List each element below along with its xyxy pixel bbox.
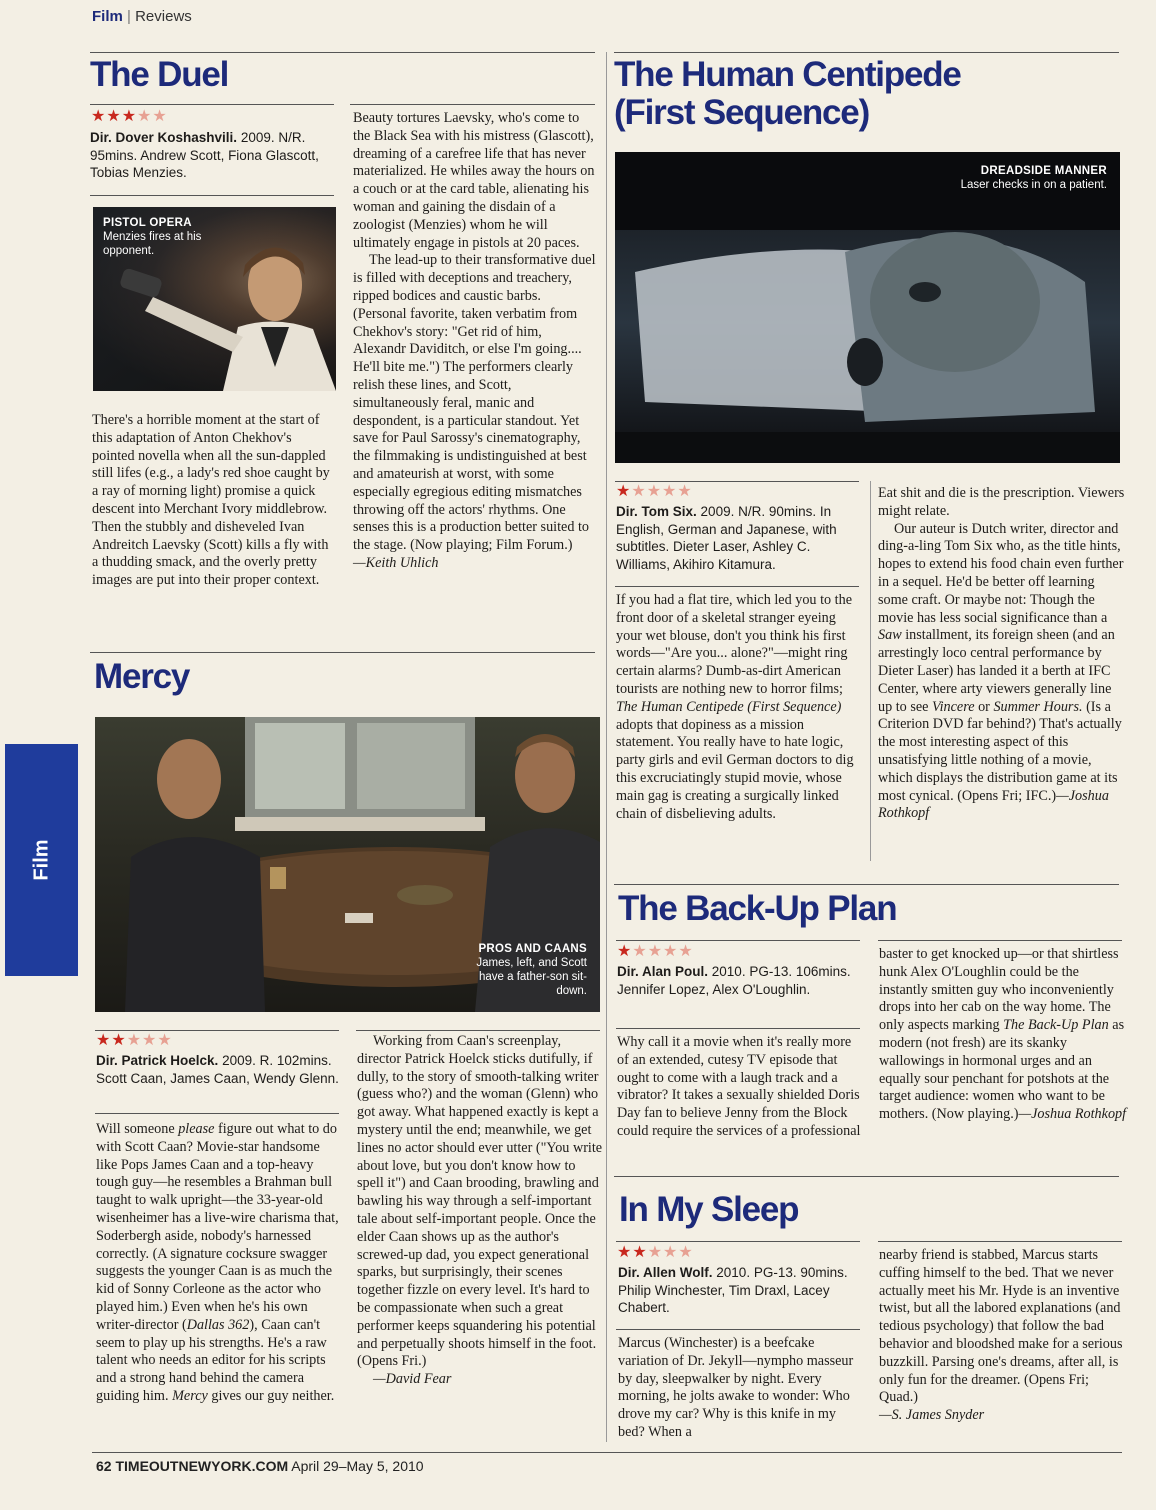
- star-empty-icon: ★: [631, 481, 647, 500]
- site-name: TIMEOUTNEWYORK.COM: [115, 1458, 289, 1474]
- star-rating: [616, 482, 693, 500]
- review-title-line2: (First Sequence): [614, 93, 870, 132]
- star-empty-icon: ★: [126, 1030, 143, 1049]
- text-run: baster to get knocked up—or that shirtless hunk Alex O'Loughlin could be the instantly smitten guy who inconveniently drops into her cab on the way home. The only aspects marking: [879, 946, 1119, 1034]
- caption-head: DREADSIDE MANNER: [980, 165, 1107, 177]
- section-rule: [90, 652, 595, 653]
- paragraph: The lead-up to their transformative duel is filled with deceptions and treachery, ripped bodices and caustic barbs. (Personal favorite, taken verbatim from Chekhov's story: "Get rid of him, Alexandr Daviditch, or else I'm going.... He'll bite me.") The performers clearly relish these lines, and Scott, simultaneously feral, manic and despondent, is a particular standout. Yet save for Paul Sarossy's cinematography, the filmmaking is undistinguished at best and amateurish at worst, with some especially egregious editing mismatches throwing off the actors' rhythms. One senses this is a production better suited to the stage. (Now playing; Film Forum.): [353, 252, 596, 554]
- review-body-col1: [92, 412, 336, 590]
- star-rating: [617, 1243, 694, 1261]
- footer-rule: [92, 1452, 1122, 1453]
- film-title-ref: The Back-Up Plan: [1003, 1017, 1109, 1034]
- caption-head: PISTOL OPERA: [103, 217, 192, 229]
- text-run: Will someone: [96, 1121, 179, 1137]
- paragraph: [96, 1121, 344, 1406]
- byline: —David Fear: [373, 1371, 452, 1388]
- review-body-col2: [879, 1247, 1127, 1425]
- section-rule: [614, 884, 1119, 885]
- centipede-still-photo: [615, 152, 1120, 463]
- star-empty-icon: ★: [152, 106, 168, 125]
- page-footer: [96, 1458, 424, 1474]
- paragraph: Why call it a movie when it's really more of an extended, cutesy TV episode that ought to come with a laugh track and a vibrator? It takes a sexually shielded Doris Day fan to believe Jenny from the Block could require the services of a professional: [617, 1034, 861, 1139]
- photo-caption: [103, 216, 243, 258]
- subsection-name: Reviews: [135, 8, 192, 25]
- director-label: Dir. Allen Wolf.: [618, 1265, 713, 1280]
- star-empty-icon: ★: [647, 1242, 664, 1261]
- star-empty-icon: ★: [663, 1242, 679, 1261]
- centipede-still-illustration: [615, 152, 1120, 463]
- film-details: 2009. R. 102mins. Scott Caan, James Caan, Wendy Glenn.: [96, 1053, 339, 1086]
- section-rule: [614, 1176, 1119, 1177]
- review-title: The Duel: [90, 55, 229, 94]
- header-separator: |: [127, 8, 131, 25]
- film-title-ref: Dallas 362: [186, 1316, 250, 1333]
- star-filled-icon: ★: [91, 106, 107, 125]
- review-credits: [96, 1052, 341, 1087]
- column-divider: [870, 481, 871, 861]
- byline: —Joshua Rothkopf: [878, 787, 1109, 822]
- review-body-col1: [618, 1335, 866, 1442]
- text-run: Our auteur is Dutch writer, director and ding-a-ling Tom Six who, as the title hints, hopes to extend his food chain even further in a sequel. He'd be better off learning some craft. Or maybe not: Though the movie has less social significance than a: [878, 520, 1124, 626]
- star-empty-icon: ★: [663, 941, 679, 960]
- paragraph: Working from Caan's screenplay, director Patrick Hoelck sticks dutifully, if dully, to the story of smooth-talking writer (guess who?) and the woman (Glenn) who got away. What happened exactly is kept a mystery until the end; meanwhile, we get lines no actor should ever utter ("You write about love, but you don't know how to spell it") and Caan brooding, brawling and bawling his way through a self-important tale about self-important people. Once the elder Caan shows up as the author's screwed-up dad, you expect generational sparks, but surprisingly, their scenes together fizzle on every level. It's hard to be compassionate when such a great performer keeps squandering his potential and perpetually shoots himself in the foot. (Opens Fri.): [357, 1033, 603, 1370]
- film-details: 2009. N/R. 95mins. Andrew Scott, Fiona Glascott, Tobias Menzies.: [90, 130, 319, 180]
- top-rule-left: [90, 52, 595, 53]
- photo-caption: [455, 942, 587, 998]
- emphasis: please: [178, 1121, 215, 1137]
- review-body-col2: [357, 1033, 603, 1389]
- text-run: or: [974, 698, 994, 715]
- film-title-ref: Vincere: [931, 698, 975, 715]
- review-title: In My Sleep: [619, 1190, 799, 1229]
- star-empty-icon: ★: [632, 941, 648, 960]
- star-empty-icon: ★: [157, 1030, 173, 1049]
- mercy-still-photo: [95, 717, 600, 1012]
- star-empty-icon: ★: [142, 1030, 158, 1049]
- text-run: figure out what to do with Scott Caan? Movie-star handsome like Pops James Caan and a top-heavy tough guy—he resembles a Brahman bull taught to walk upright—the 33-year-old wisenheimer has a live-wire charisma that, Soderbergh aside, nobody's harnessed correctly. (A signature cocksure swagger suggests the younger Caan is as much the kid of Sonny Corleone as the actor who played him.) Even when he's his own writer-director (: [96, 1121, 339, 1333]
- star-filled-icon: ★: [96, 1030, 112, 1049]
- center-divider: [606, 52, 607, 1442]
- credits-rule: [615, 586, 859, 587]
- film-title-ref: Mercy: [172, 1387, 208, 1404]
- star-rating: [617, 942, 694, 960]
- issue-dates: April 29–May 5, 2010: [291, 1458, 424, 1474]
- review-body-col1: [617, 1034, 865, 1141]
- col2-rule: [878, 940, 1122, 941]
- text-run: gives our guy neither.: [207, 1387, 335, 1404]
- review-credits: [617, 963, 862, 998]
- film-side-tab: [5, 744, 78, 976]
- film-title-ref: Saw: [878, 627, 902, 644]
- credits-rule: [95, 1113, 339, 1114]
- duel-still-photo: [93, 207, 336, 391]
- film-title-ref: Summer Hours.: [993, 698, 1083, 715]
- text-run: If you had a flat tire, which led you to the front door of a skeletal stranger eyeing your wet blouse, don't you think his first words—"Are you... alone?"—might ring certain alarms? Dumb-as-dirt American tourists are nothing new to horror films;: [616, 592, 852, 697]
- page-number: 62: [96, 1458, 112, 1474]
- paragraph: [878, 521, 1126, 824]
- top-rule-right: [614, 52, 1119, 53]
- star-empty-icon: ★: [647, 941, 664, 960]
- byline: —Joshua Rothkopf: [1018, 1106, 1127, 1123]
- film-details: 2010. PG-13. 90mins. Philip Winchester, Tim Draxl, Lacey Chabert.: [618, 1265, 848, 1315]
- text-run: adopts that dopiness as a mission statement. You really have to hate logic, party girls and evil German doctors to dig this excruciatingly stupid movie, whose main gag is creating a surgically linked chain of disbelieving adults.: [616, 716, 854, 822]
- star-filled-icon: ★: [617, 941, 633, 960]
- director-label: Dir. Tom Six.: [616, 504, 697, 519]
- star-filled-icon: ★: [617, 1242, 633, 1261]
- caption-head: PROS AND CAANS: [478, 943, 587, 955]
- star-empty-icon: ★: [678, 1242, 694, 1261]
- col2-rule: [356, 1030, 600, 1031]
- review-body-col1: [616, 592, 864, 823]
- film-details: 2009. N/R. 90mins. In English, German and Japanese, with subtitles. Dieter Laser, Ashley C. Williams, Akihiro Kitamura.: [616, 504, 837, 572]
- star-empty-icon: ★: [662, 481, 678, 500]
- review-title-line1: The Human Centipede: [614, 55, 961, 94]
- star-empty-icon: ★: [137, 106, 153, 125]
- photo-caption: [945, 164, 1107, 192]
- review-body-col2: [353, 110, 596, 573]
- paragraph: Eat shit and die is the prescription. Viewers might relate.: [878, 485, 1125, 519]
- caption-text: Menzies fires at his opponent.: [103, 231, 202, 257]
- byline: —Keith Uhlich: [353, 554, 439, 571]
- caption-text: James, left, and Scott have a father-son sit-down.: [476, 957, 587, 997]
- star-filled-icon: ★: [106, 106, 122, 125]
- byline: —S. James Snyder: [879, 1407, 985, 1424]
- star-empty-icon: ★: [646, 481, 663, 500]
- paragraph: Marcus (Winchester) is a beefcake variation of Dr. Jekyll—nympho masseur by day, sleepwalker by night. Every morning, he jolts awake to wonder: Who drove my car? Why is this knife in my bed? When a: [618, 1335, 854, 1440]
- review-credits: [90, 129, 335, 182]
- text-run: installment, its foreign sheen (and an arrestingly loco central performance by Dieter Laser) has landed it a berth at IFC Center, where arty viewers generally line up to see: [878, 627, 1115, 715]
- review-title: Mercy: [94, 657, 190, 696]
- review-body-col1: [96, 1121, 344, 1406]
- paragraph: [616, 592, 864, 823]
- film-details: 2010. PG-13. 106mins. Jennifer Lopez, Alex O'Loughlin.: [617, 964, 851, 997]
- star-rating: [96, 1031, 173, 1049]
- star-filled-icon: ★: [616, 481, 632, 500]
- review-credits: [616, 503, 866, 573]
- paragraph: [879, 946, 1127, 1124]
- title-rule: [90, 104, 334, 105]
- star-filled-icon: ★: [111, 1030, 127, 1049]
- star-filled-icon: ★: [121, 106, 138, 125]
- review-body-col2: [878, 485, 1126, 823]
- film-title-ref: The Human Centipede (First Sequence): [616, 698, 842, 715]
- col2-rule: [350, 104, 595, 105]
- text-run: (Is a Criterion DVD far behind?) That's actually the most interesting aspect of this unsatisfying little nothing of a movie, which displays the distribution game at its most cynical. (Opens Fri; IFC.): [878, 698, 1122, 804]
- director-label: Dir. Alan Poul.: [617, 964, 709, 979]
- paragraph: Beauty tortures Laevsky, who's come to the Black Sea with his mistress (Glascott), dreaming of a carefree life that has never materialized. He whiles away the hours on a couch or at the card table, alienating his woman and gaining the disdain of a zoologist (Menzies) whom he will ultimately engage in pistols at 20 paces.: [353, 110, 595, 251]
- section-name: Film: [92, 8, 123, 25]
- review-body-col2: [879, 946, 1127, 1124]
- review-title: The Back-Up Plan: [618, 889, 897, 928]
- director-label: Dir. Dover Koshashvili.: [90, 130, 238, 145]
- text-run: as modern (not fresh) are its skanky wallowings in hormonal urges and an equally sour penchant for potshots at the target audience: women who want to be mothers. (Now playing.): [879, 1017, 1125, 1123]
- paragraph: nearby friend is stabbed, Marcus starts cuffing himself to the bed. That we never actually meet his Mr. Hyde is an inventive twist, but all the labored explanations (and tedious psychology) that follow the bad behavior and bloodshed make for a serious buzzkill. Parsing one's dreams, after all, is only fun for the dreamer. (Opens Fri; Quad.): [879, 1247, 1123, 1406]
- text-run: ), Caan can't seem to play up his strengths. He's a raw talent who needs an editor for his scripts and a strong hand behind the camera guiding him.: [96, 1316, 327, 1404]
- credits-rule: [616, 1329, 860, 1330]
- star-filled-icon: ★: [632, 1242, 648, 1261]
- star-rating: [91, 107, 168, 125]
- paragraph: There's a horrible moment at the start of this adaptation of Anton Chekhov's pointed novella when all the sun-dappled still lifes (e.g., a lady's red shoe caught by a ray of morning light) promise a quick descent into Merchant Ivory middlebrow. Then the stubbly and disheveled Ivan Andreitch Laevsky (Scott) kills a fly with a thudding smack, and the overly pretty images are put into their proper context.: [92, 412, 330, 589]
- side-tab-label: Film: [30, 839, 52, 881]
- caption-text: Laser checks in on a patient.: [960, 179, 1107, 191]
- star-empty-icon: ★: [678, 941, 694, 960]
- section-header: [92, 8, 192, 25]
- credits-rule: [90, 195, 334, 196]
- review-credits: [618, 1264, 863, 1317]
- col2-rule: [878, 1241, 1122, 1242]
- credits-rule: [616, 1028, 860, 1029]
- director-label: Dir. Patrick Hoelck.: [96, 1053, 219, 1068]
- star-empty-icon: ★: [677, 481, 693, 500]
